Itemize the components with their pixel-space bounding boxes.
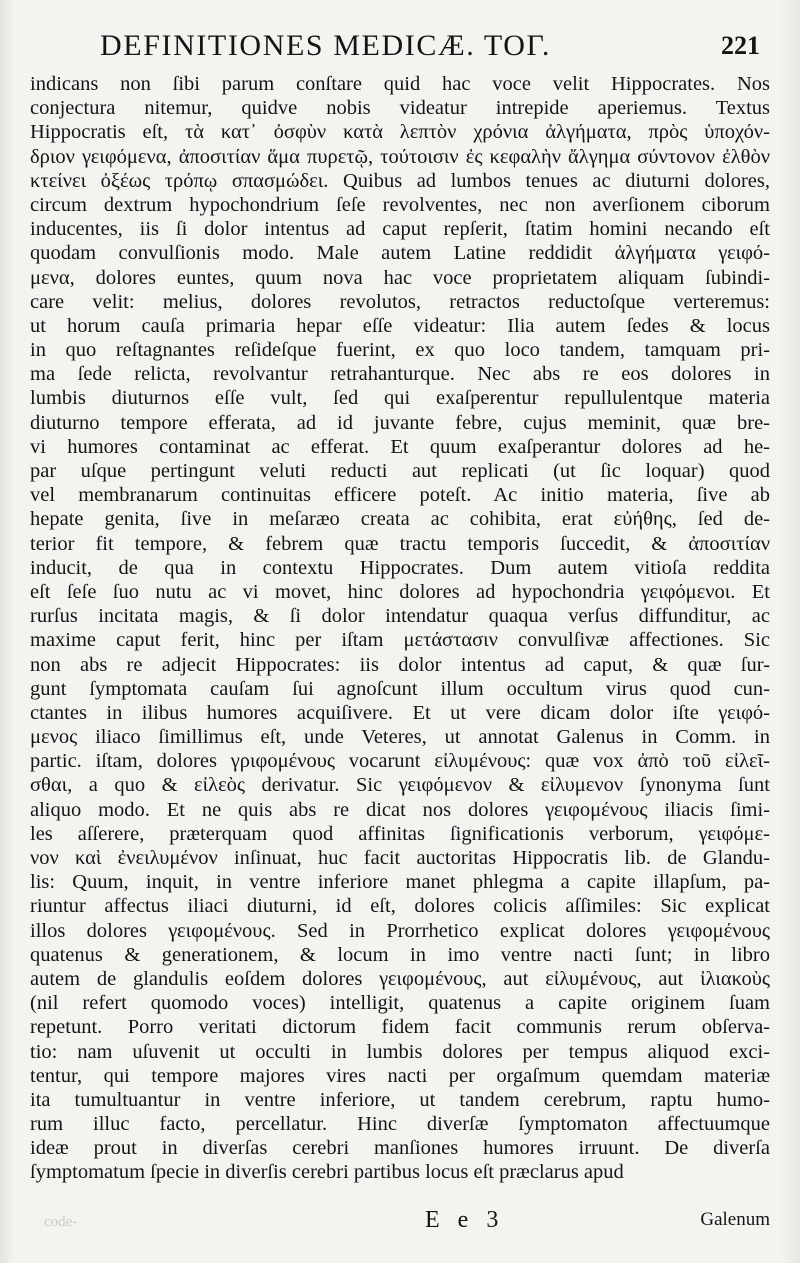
- text-line: maxime caput ferit, hinc per iſtam μετάστασιν convulſivæ affectiones. Sic: [30, 629, 770, 652]
- text-line: inducentes, iis ſi dolor intentus ad caput repſerit, ſtatim homini necando eſt: [30, 218, 770, 241]
- text-line: σθαι, a quo & εἰλεὸς derivatur. Sic γειφόμενον & εἰλυμενον ſynonyma ſunt: [30, 774, 770, 797]
- text-line: diuturno tempore efferata, ad id juvante febre, cujus meminit, quæ bre-: [30, 411, 770, 434]
- text-line: quodam convulſionis modo. Male autem Latine reddidit ἀλγήματα γειφό-: [30, 242, 770, 265]
- text-line: δριον γειφόμενα, ἀποσιτίαν ἅμα πυρετῷ, τούτοισιν ἐς κεφαλὴν ἄλγημα σύντονον ἐλθὸν: [30, 145, 770, 168]
- text-line: autem de glandulis eoſdem dolores γειφομένους, aut εἰλυμένους, aut ἰλιακοὺς: [30, 967, 770, 990]
- text-line: tentur, qui tempore majores vires nacti per orgaſmum quemdam materiæ: [30, 1064, 770, 1087]
- text-line: terior fit tempore, & febrem quæ tractu temporis ſuccedit, & ἀποσιτίαν: [30, 532, 770, 555]
- text-line: circum dextrum hypochondrium ſeſe revolventes, nec non averſionem ciborum: [30, 193, 770, 216]
- text-line: vel membranarum continuitas efficere poteſt. Ac initio materia, ſive ab: [30, 484, 770, 507]
- text-line: ut horum cauſa primaria hepar eſſe videatur: Ilia autem ſedes & locus: [30, 314, 770, 337]
- text-line: hepate genita, ſive in meſaræo creata ac cohibita, erat εὐήθης, ſed de-: [30, 508, 770, 531]
- text-line: (nil refert quomodo voces) intelligit, quatenus a capite originem ſuam: [30, 992, 770, 1015]
- text-line: care velit: melius, dolores revolutos, retractos reductoſque verteremus:: [30, 290, 770, 313]
- page-foot: [30, 1207, 770, 1235]
- text-line: Hippocratis eſt, τὰ κατ᾽ ὀσφὺν κατὰ λεπτὸν χρόνια ἀλγήματα, πρὸς ὑποχόν-: [30, 121, 770, 144]
- text-line: μενος iliaco ſimillimus eſt, unde Veteres, ut annotat Galenus in Comm. in: [30, 726, 770, 749]
- text-line: repetunt. Porro veritati dictorum fidem facit communis rerum obſerva-: [30, 1016, 770, 1039]
- page-number: 221: [721, 31, 760, 60]
- text-line: inducit, de qua in contextu Hippocrates. Dum autem vitioſa reddita: [30, 556, 770, 579]
- text-line: par uſque pertingunt veluti reducti aut replicati (ut ſic loquar) quod: [30, 460, 770, 482]
- text-line: vi humores contaminat ac efferat. Et quum exaſperantur dolores ad he-: [30, 435, 770, 458]
- running-head: [100, 26, 760, 66]
- text-line: riuntur affectus iliaci diuturni, id eſt, dolores colicis aſſimiles: Sic explicat: [30, 895, 770, 918]
- text-line: conjectura nitemur, quidve nobis videatur intrepide aperiemus. Textus: [30, 97, 770, 120]
- text-line: in quo reſtagnantes reſideſque fuerint, ex quo loco tandem, tamquam pri-: [30, 339, 770, 362]
- text-line: gunt ſymptomata cauſam ſui agnoſcunt illum occultum virus quod cun-: [30, 677, 770, 700]
- text-line: νον καὶ ἐνειλυμένον inſinuat, huc facit auctoritas Hippocratis lib. de Glandu-: [30, 847, 770, 869]
- text-line: κτείνει ὀξέως τρόπῳ σπασμώδει. Quibus ad lumbos tenues ac diuturni dolores,: [30, 169, 770, 192]
- text-line: illos dolores γειφομένους. Sed in Prorrhetico explicat dolores γειφομένους: [30, 919, 770, 942]
- text-line: lumbis diuturnos eſſe vult, ſed qui exaſperentur repullulentque materia: [30, 387, 770, 410]
- text-line: rum illuc facto, percellatur. Hinc diverſæ ſymptomaton affectuumque: [30, 1113, 770, 1136]
- bleed-through-text: code-: [44, 1214, 78, 1230]
- text-line: tio: nam uſuvenit ut occulti in lumbis dolores per tempus aliquod exci-: [30, 1040, 770, 1063]
- text-line: ita tumultuantur in ventre inferiore, ut tandem cerebrum, raptu humo-: [30, 1088, 770, 1111]
- body-text: [30, 72, 770, 1185]
- catchword: Galenum: [700, 1209, 770, 1230]
- text-line: eſt ſeſe ſuo nutu ac vi movet, hinc dolores ad hypochondria γειφόμενοι. Et: [30, 580, 770, 603]
- signature-mark: E e 3: [425, 1207, 505, 1233]
- text-line: aliquo modo. Et ne quis abs re dicat nos dolores γειφομένους iliacis ſimi-: [30, 798, 770, 821]
- text-line: ma ſede relicta, revolvantur retrahanturque. Nec abs re eos dolores in: [30, 363, 770, 386]
- text-line: partic. iſtam, dolores γριφομένους vocarunt εἰλυμένους: quæ vox ἀπὸ τοῦ εἰλεῖ-: [30, 750, 770, 773]
- text-line: quatenus & generationem, & locum in imo ventre nacti ſunt; in libro: [30, 943, 770, 966]
- text-line: rurſus incitata magis, & ſi dolor intendatur quaqua verſus diffunditur, ac: [30, 605, 770, 628]
- text-line: ctantes in ilibus humores acquiſivere. Et ut vere dicam dolor iſte γειφό-: [30, 701, 770, 724]
- text-line: ſymptomatum ſpecie in diverſis cerebri partibus locus eſt præclarus apud: [30, 1161, 624, 1184]
- text-line: μενα, dolores euntes, quum nova hac voce proprietatem aliquam ſubindi-: [30, 266, 770, 289]
- text-line: non abs re adjecit Hippocrates: iis dolor intentus ad caput, & quæ ſur-: [30, 653, 770, 676]
- text-line: lis: Quum, inquit, in ventre inferiore manet phlegma a capite illapſum, pa-: [30, 871, 770, 894]
- running-title: DEFINITIONES MEDICÆ. TOΓ.: [100, 29, 551, 62]
- text-line: indicans non ſibi parum conſtare quid hac voce velit Hippocrates. Nos: [30, 73, 770, 95]
- text-line: les aſſerere, præterquam quod affinitas ſignificationis verborum, γειφόμε-: [30, 822, 770, 845]
- text-line: ideæ prout in diverſas cerebri manſiones humores irruunt. De diverſa: [30, 1137, 770, 1160]
